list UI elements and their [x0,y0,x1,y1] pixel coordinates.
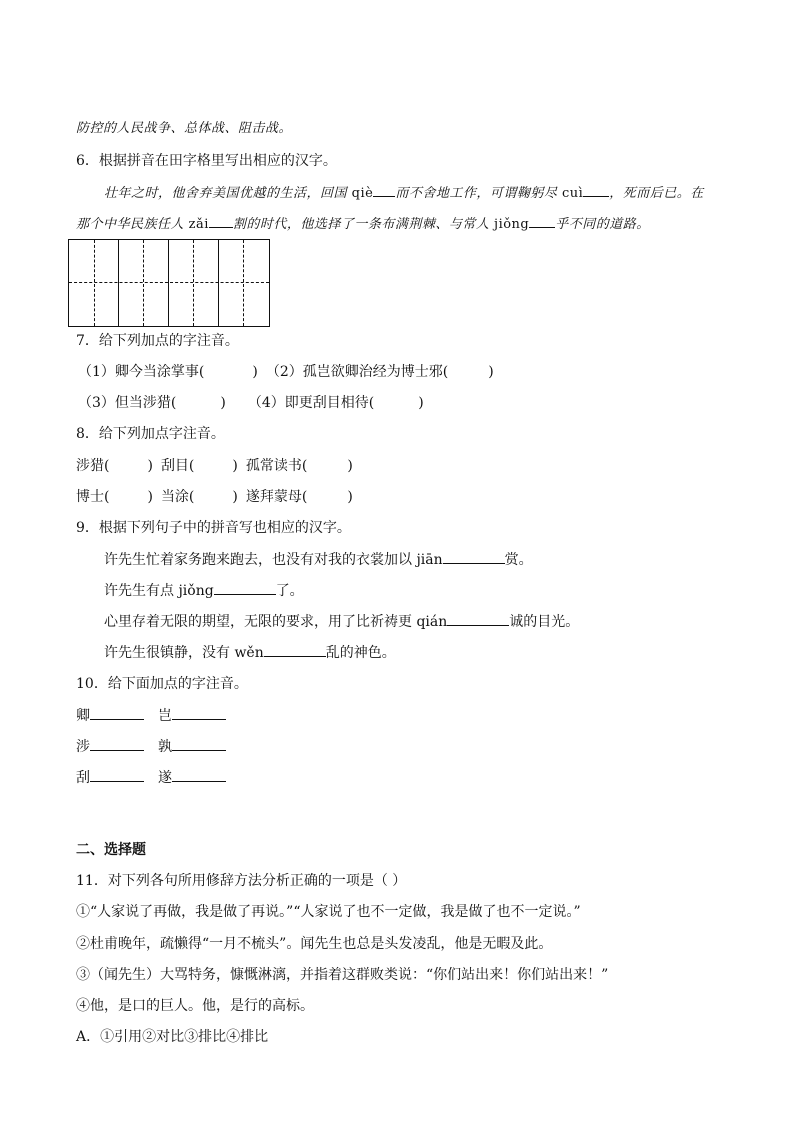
q6-pinyin-qie: qiè [351,186,374,201]
q9-s1-tail: 赏。 [504,552,533,568]
q8-word: 刮目( [160,458,195,474]
q10-blank[interactable] [172,705,226,720]
q9-s4-tail: 乱的神色。 [325,645,396,661]
grid-dashed-line [193,240,194,326]
q8-word: 博士( [76,489,110,505]
q6-pinyin-jiong: jiǒng [494,217,530,232]
q6-line2-a: 那个中华民族任人 [76,217,189,232]
q8-title: 8．给下列加点字注音。 [76,426,225,442]
q10-blank[interactable] [90,705,144,720]
q8-close: ) [232,489,238,505]
q9-s3-tail: 诚的目光。 [509,614,580,630]
q10-blank[interactable] [172,736,226,751]
q6-line1 [104,182,704,204]
q9-sentence-4 [104,642,396,663]
q8-close: ) [347,489,353,505]
q7-close-4: ) [418,395,424,411]
q8-close: ) [147,489,153,505]
q8-word: 孤常读书( [245,458,308,474]
grid-dashed-line [243,240,244,326]
q6-line2 [76,213,650,235]
q10-title: 10．给下面加点的字注音。 [76,676,248,692]
q6-line1-b: 而不舍地工作，可谓鞠躬尽 [395,186,562,201]
q8-close: ) [147,458,153,474]
q10-blank[interactable] [90,767,144,782]
q7-item-1: （1）卿今当涂掌事( [78,364,205,380]
grid-solid-line [118,240,119,326]
q9-s1-text: 许先生忙着家务跑来跑去，也没有对我的衣裳加以 [104,552,417,568]
q7-item-3: （3）但当涉猎( [78,395,177,411]
q9-sentence-1 [104,549,533,570]
intro-tail-text: 防控的人民战争、总体战、阻击战。 [76,121,293,136]
q9-s4-pinyin: wěn [234,645,264,661]
q9-blank-3[interactable] [447,611,509,626]
q11-sentence-4: ④他，是口的巨人。他，是行的高标。 [76,998,314,1014]
q6-blank-4[interactable] [529,213,555,228]
grid-middle-dashed-line [69,282,269,283]
q6-line1-a: 壮年之时，他舍弃美国优越的生活，回国 [104,186,352,201]
q7-item-2: （2）孤岂欲卿治经为博士邪( [265,364,449,380]
q9-s2-tail: 了。 [275,583,304,599]
q10-char: 遂 [158,770,172,786]
q7-row1 [78,362,494,382]
q9-blank-2[interactable] [214,580,276,595]
tianzige-grid[interactable] [68,239,270,327]
q9-blank-1[interactable] [443,549,505,564]
q10-char: 岂 [158,708,172,724]
q7-close-2: ) [488,364,494,380]
q10-row-3 [76,767,226,788]
q6-line2-b: 割的时代，他选择了一条布满荆棘、与常人 [232,217,495,232]
q7-close-1: ) [252,364,258,380]
q11-title: 11．对下列各句所用修辞方法分析正确的一项是（ ） [76,873,407,889]
q7-row2 [78,393,424,413]
section-heading-choice: 二、选择题 [76,842,146,858]
q9-s1-pinyin: jiān [416,552,443,568]
q8-word: 遂拜蒙母( [245,489,308,505]
q10-blank[interactable] [172,767,226,782]
q8-word: 当涂( [160,489,195,505]
q9-sentence-2 [104,580,304,601]
q6-blank-2[interactable] [583,182,609,197]
q8-word: 涉猎( [76,458,110,474]
q11-option-a[interactable]: A．①引用②对比③排比④排比 [76,1029,269,1045]
q11-sentence-2: ②杜甫晚年，疏懒得“一月不梳头”。闻先生也总是头发凌乱，他是无暇及此。 [76,936,553,952]
q10-row-1 [76,705,226,726]
q8-row1 [76,456,353,476]
q6-line2-c: 乎不同的道路。 [555,217,650,232]
q9-s3-pinyin: qián [416,614,448,630]
q10-row-2 [76,736,226,757]
q8-close: ) [232,458,238,474]
q9-blank-4[interactable] [264,642,326,657]
q9-s2-pinyin: jiǒng [178,583,214,599]
q7-item-4: （4）即更刮目相待( [247,395,375,411]
q7-title: 7．给下列加点的字注音。 [76,333,239,349]
q9-s4-text: 许先生很镇静，没有 [104,645,235,661]
q7-close-3: ) [220,395,226,411]
q10-char: 刮 [76,770,90,786]
grid-dashed-line [143,240,144,326]
q10-blank[interactable] [90,736,144,751]
grid-solid-line [218,240,219,326]
q6-title: 6．根据拼音在田字格里写出相应的汉字。 [76,153,337,169]
q6-blank-3[interactable] [209,213,233,228]
q6-pinyin-zai: zǎi [188,217,209,232]
q11-sentence-1: ①“人家说了再做，我是做了再说。”“人家说了也不一定做，我是做了也不一定说。” [76,904,581,920]
q9-s3-text: 心里存着无限的期望，无限的要求，用了比祈祷更 [104,614,417,630]
q9-sentence-3 [104,611,579,632]
q6-pinyin-cui: cuì [561,186,584,201]
q6-line1-c: ，死而后已。在 [609,186,704,201]
q9-title: 9．根据下列句子中的拼音写也相应的汉字。 [76,520,351,536]
q10-char: 涉 [76,739,90,755]
grid-solid-line [168,240,169,326]
q10-char: 卿 [76,708,90,724]
q11-sentence-3: ③（闻先生）大骂特务，慷慨淋漓，并指着这群败类说：“你们站出来！你们站出来！” [76,967,609,983]
q8-row2 [76,487,353,507]
q8-close: ) [347,458,353,474]
q9-s2-text: 许先生有点 [104,583,179,599]
q6-blank-1[interactable] [373,182,395,197]
grid-dashed-line [94,240,95,326]
q10-char: 孰 [158,739,172,755]
